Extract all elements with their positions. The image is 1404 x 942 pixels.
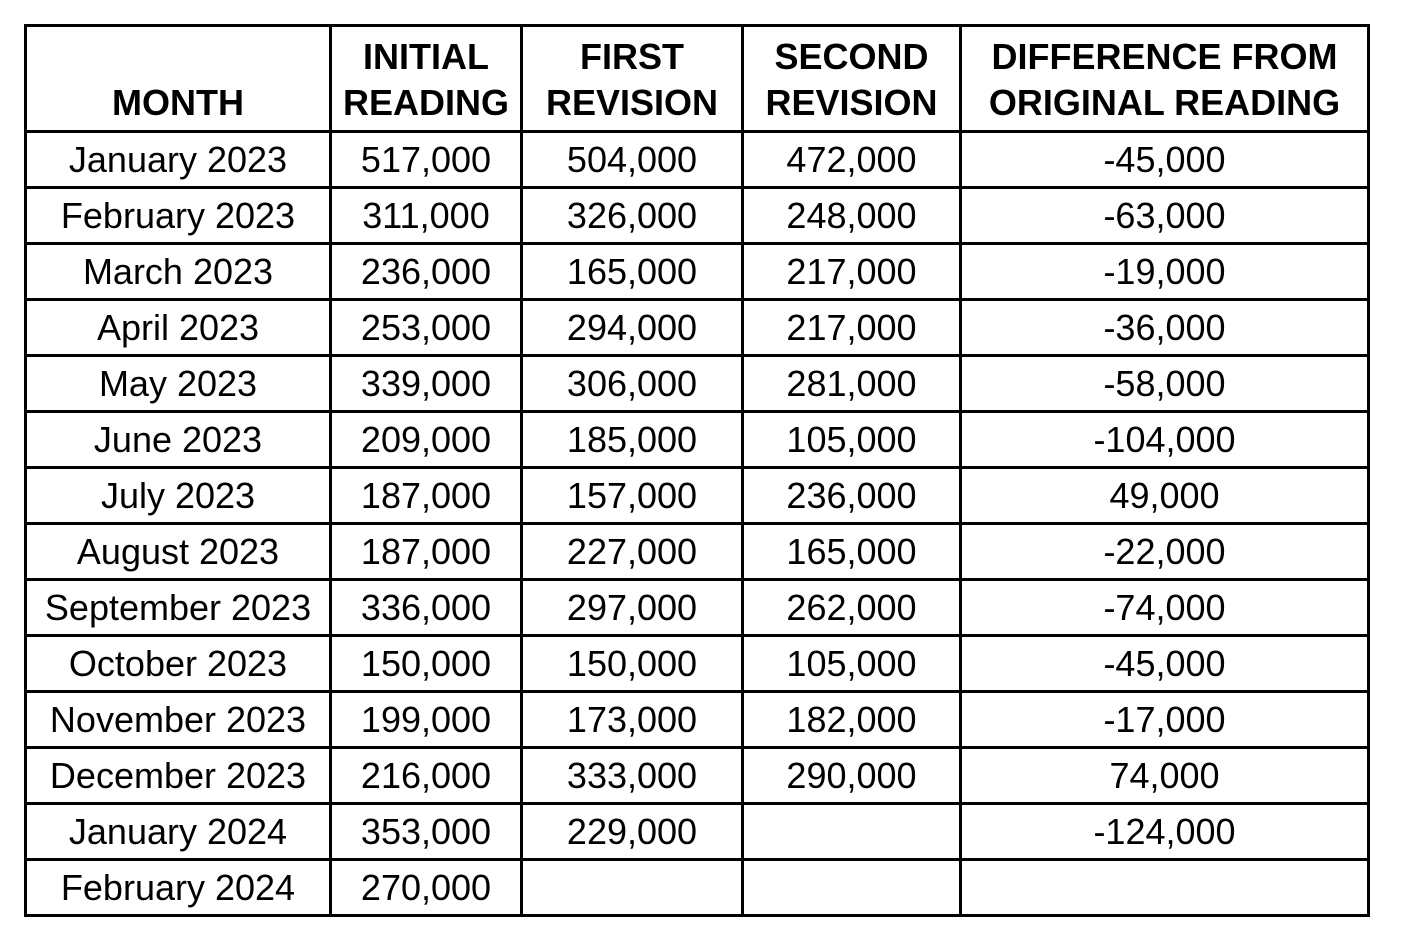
cell-initial: 336,000 <box>331 580 522 636</box>
header-difference-line-2: ORIGINAL READING <box>988 82 1341 123</box>
cell-initial: 253,000 <box>331 300 522 356</box>
cell-month: September 2023 <box>26 580 331 636</box>
cell-month: February 2023 <box>26 188 331 244</box>
cell-month: December 2023 <box>26 748 331 804</box>
header-second-revision <box>743 26 961 132</box>
cell-month: April 2023 <box>26 300 331 356</box>
cell-initial: 339,000 <box>331 356 522 412</box>
cell-initial: 187,000 <box>331 468 522 524</box>
cell-month: November 2023 <box>26 692 331 748</box>
cell-second: 281,000 <box>743 356 961 412</box>
cell-difference: 74,000 <box>961 748 1369 804</box>
cell-difference: -74,000 <box>961 580 1369 636</box>
cell-first: 294,000 <box>522 300 743 356</box>
cell-initial: 270,000 <box>331 860 522 916</box>
cell-second <box>743 804 961 860</box>
cell-month: June 2023 <box>26 412 331 468</box>
cell-initial: 311,000 <box>331 188 522 244</box>
header-first-line-1: FIRST <box>580 36 684 77</box>
cell-difference: -36,000 <box>961 300 1369 356</box>
table-row <box>26 748 1369 804</box>
header-difference-line-1: DIFFERENCE FROM <box>991 36 1338 77</box>
header-initial-line-1: INITIAL <box>363 36 489 77</box>
table-row <box>26 244 1369 300</box>
cell-second: 105,000 <box>743 412 961 468</box>
cell-first: 229,000 <box>522 804 743 860</box>
header-second-line-1: SECOND <box>774 36 929 77</box>
cell-difference: -58,000 <box>961 356 1369 412</box>
cell-month: May 2023 <box>26 356 331 412</box>
table-row <box>26 132 1369 188</box>
table-row <box>26 468 1369 524</box>
cell-initial: 216,000 <box>331 748 522 804</box>
cell-second <box>743 860 961 916</box>
cell-second: 182,000 <box>743 692 961 748</box>
cell-month: August 2023 <box>26 524 331 580</box>
cell-initial: 209,000 <box>331 412 522 468</box>
cell-initial: 517,000 <box>331 132 522 188</box>
cell-difference: -45,000 <box>961 636 1369 692</box>
cell-second: 105,000 <box>743 636 961 692</box>
table-row <box>26 580 1369 636</box>
cell-initial: 236,000 <box>331 244 522 300</box>
table-row <box>26 188 1369 244</box>
cell-first: 173,000 <box>522 692 743 748</box>
table-row <box>26 356 1369 412</box>
cell-difference: -124,000 <box>961 804 1369 860</box>
cell-difference: -63,000 <box>961 188 1369 244</box>
cell-month: February 2024 <box>26 860 331 916</box>
table-row <box>26 636 1369 692</box>
cell-second: 217,000 <box>743 300 961 356</box>
cell-second: 236,000 <box>743 468 961 524</box>
cell-second: 217,000 <box>743 244 961 300</box>
cell-initial: 353,000 <box>331 804 522 860</box>
header-first-revision <box>522 26 743 132</box>
cell-month: January 2023 <box>26 132 331 188</box>
cell-first: 504,000 <box>522 132 743 188</box>
table-row <box>26 692 1369 748</box>
cell-second: 248,000 <box>743 188 961 244</box>
cell-first: 333,000 <box>522 748 743 804</box>
header-month-line: MONTH <box>112 82 244 123</box>
cell-initial: 199,000 <box>331 692 522 748</box>
table-row <box>26 860 1369 916</box>
header-row <box>26 26 1369 132</box>
header-month <box>26 26 331 132</box>
cell-first: 306,000 <box>522 356 743 412</box>
cell-first <box>522 860 743 916</box>
table-row <box>26 412 1369 468</box>
cell-initial: 150,000 <box>331 636 522 692</box>
cell-month: March 2023 <box>26 244 331 300</box>
cell-first: 297,000 <box>522 580 743 636</box>
table-row <box>26 524 1369 580</box>
cell-month: July 2023 <box>26 468 331 524</box>
cell-second: 165,000 <box>743 524 961 580</box>
header-initial-line-2: READING <box>342 82 509 123</box>
cell-first: 150,000 <box>522 636 743 692</box>
cell-first: 157,000 <box>522 468 743 524</box>
cell-first: 185,000 <box>522 412 743 468</box>
cell-month: January 2024 <box>26 804 331 860</box>
cell-second: 290,000 <box>743 748 961 804</box>
cell-month: October 2023 <box>26 636 331 692</box>
table-row <box>26 300 1369 356</box>
cell-difference: -45,000 <box>961 132 1369 188</box>
cell-first: 326,000 <box>522 188 743 244</box>
header-second-line-2: REVISION <box>765 82 938 123</box>
cell-first: 165,000 <box>522 244 743 300</box>
cell-difference: -104,000 <box>961 412 1369 468</box>
cell-difference: -22,000 <box>961 524 1369 580</box>
cell-difference: -19,000 <box>961 244 1369 300</box>
cell-difference: -17,000 <box>961 692 1369 748</box>
cell-difference: 49,000 <box>961 468 1369 524</box>
table-row <box>26 804 1369 860</box>
header-first-line-2: REVISION <box>545 82 719 123</box>
header-difference <box>961 26 1369 132</box>
cell-second: 472,000 <box>743 132 961 188</box>
cell-second: 262,000 <box>743 580 961 636</box>
cell-initial: 187,000 <box>331 524 522 580</box>
revisions-table <box>24 24 1370 917</box>
cell-difference <box>961 860 1369 916</box>
header-initial-reading <box>331 26 522 132</box>
cell-first: 227,000 <box>522 524 743 580</box>
